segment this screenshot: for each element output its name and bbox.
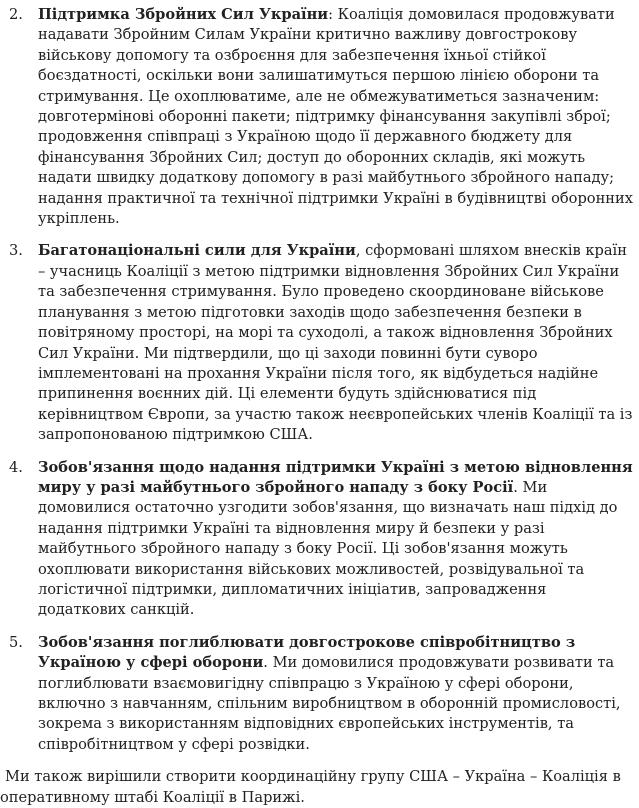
item-separator: , [355, 242, 366, 260]
item-text [38, 241, 633, 445]
closing-paragraph: Ми також вирішили створити координаційну групу США – Україна – Коаліція в оперативному штабі Коаліції в Парижі. [0, 768, 621, 806]
item-separator: . [513, 478, 523, 496]
item-bold-lead: Підтримка Збройних Сил України [38, 6, 329, 23]
item-text [38, 5, 633, 229]
item-number: 5. [9, 633, 23, 651]
item-number: 2. [9, 6, 23, 23]
numbered-list [0, 5, 633, 755]
item-text [38, 458, 633, 621]
item-number: 3. [9, 242, 23, 260]
item-separator: : [328, 6, 338, 23]
list-item [0, 241, 633, 445]
item-number: 4. [9, 458, 23, 476]
list-item [0, 5, 633, 229]
item-text [38, 633, 633, 755]
list-item [0, 633, 633, 755]
item-bold-lead: Зобов'язання поглиблювати довгострокове співробітництво з Україною у сфері оборони [38, 633, 576, 672]
item-body: Ми домовилися продовжувати розвивати та поглиблювати взаємовигідну співпрацю з Україною у сфері оборони, включно з навчанням, спільним виробництвом в оборонній промисловості, зокрема з використанням відповідних європейських інструментів, та співробітництвом у сфері розвідки. [38, 654, 621, 753]
item-body: Ми домовилися остаточно узгодити зобов'язання, що визначать наш підхід до надання підтримки Україні та відновлення миру й безпеки у разі майбутнього збройного нападу з боку Росії. Ці зобов'язання можуть охоплювати використання військових можливостей, розвідувальної та логістичної підтримки, дипломатичних ініціатив, запровадження додаткових санкцій. [38, 478, 618, 619]
item-separator: . [263, 654, 273, 672]
list-item [0, 458, 633, 621]
item-body: сформовані шляхом внесків країн – учасниць Коаліції з метою підтримки відновлення Збройних Сил України та забезпечення стримування. Було проведено скоординоване військове планування з метою підготовки заходів щодо забезпечення безпеки в повітряному просторі, на морі та суходолі, а також відновлення Збройних Сил України. Ми підтвердили, що ці заходи повинні бути суворо імплементовані на прохання України після того, як відбудеться надійне припинення воєнних дій. Ці елементи будуть здійснюватися під керівництвом Європи, за участю також неєвропейських членів Коаліції та із запропонованою підтримкою США. [38, 242, 633, 444]
item-body: Коаліція домовилася продовжувати надавати Збройним Силам України критично важливу довгострокову військову допомогу та озброєння для забезпечення їхньої стійкої боєздатності, оскільки вони залишатимуться першою лінією оборони та стримування. Це охоплюватиме, але не обмежуватиметься зазначеним: довготермінові оборонні пакети; підтримку фінансування закупівлі зброї; продовження співпраці з Україною щодо її державного бюджету для фінансування Збройних Сил; доступ до оборонних складів, які можуть надати швидку додаткову допомогу в разі майбутнього збройного нападу; надання практичної та технічної підтримки Україні в будівництві оборонних укріплень. [38, 6, 633, 228]
item-bold-lead: Багатонаціональні сили для України [38, 242, 356, 260]
item-bold-lead: Зобов'язання щодо надання підтримки Україні з метою відновлення миру у разі майбутнього збройного нападу з боку Росії [38, 458, 633, 496]
